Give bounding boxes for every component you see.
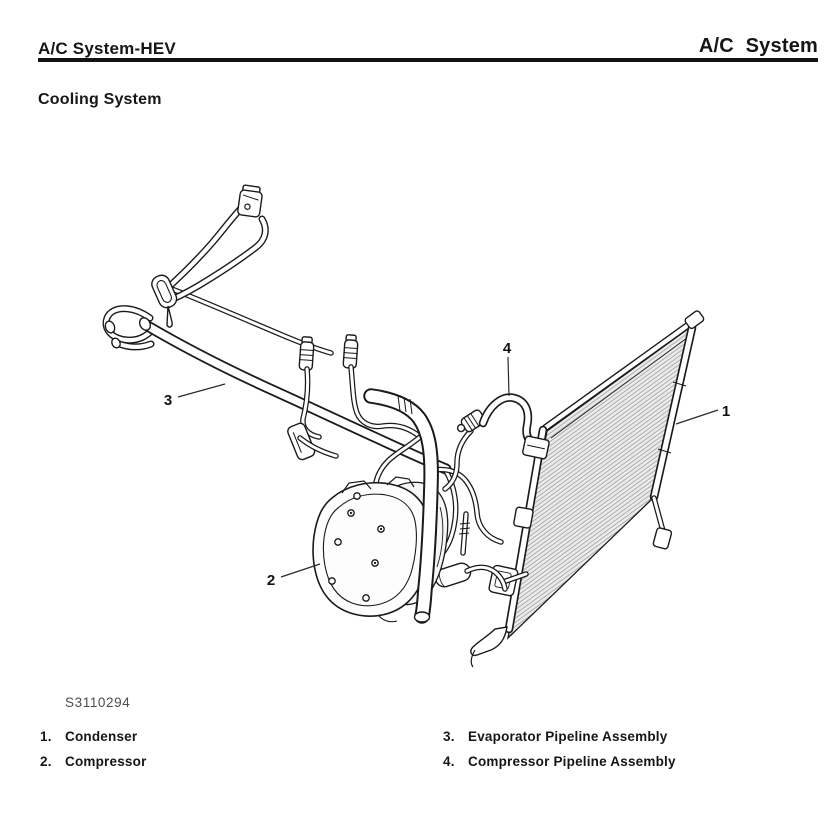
legend-item-label: Compressor Pipeline Assembly	[468, 754, 676, 769]
service-port-1	[299, 337, 314, 371]
legend-item-number: 1.	[40, 729, 52, 744]
legend-item-label: Evaporator Pipeline Assembly	[468, 729, 668, 744]
condenser-foot	[471, 627, 507, 655]
hose-block-fitting	[522, 436, 549, 460]
legend-item-label: Compressor	[65, 754, 147, 769]
header-left-title: A/C System-HEV	[38, 39, 176, 58]
condenser-lower-bracket-right	[653, 527, 672, 549]
condenser-side-bracket	[513, 507, 533, 529]
evaporator-pipeline-illustration	[104, 185, 446, 469]
legend-item-compressor	[40, 754, 147, 769]
condenser-illustration	[471, 310, 705, 667]
hose-end-cap	[415, 612, 430, 622]
legend-item-label: Condenser	[65, 729, 138, 744]
callout-3: 3	[163, 392, 173, 409]
service-port-2	[343, 335, 358, 369]
callout-2: 2	[266, 572, 276, 589]
pipe-end-fitting	[237, 185, 263, 218]
legend-item-condenser	[40, 729, 137, 744]
callout-1-leader	[676, 410, 718, 424]
legend-item-number: 4.	[443, 754, 455, 769]
callout-3-leader	[178, 384, 225, 397]
callout-1: 1	[721, 403, 731, 420]
callout-4-leader	[508, 357, 509, 396]
callout-2-leader	[281, 564, 320, 577]
legend-item-compressor-pipeline	[443, 754, 676, 769]
figure-code: S3110294	[65, 695, 131, 710]
legend-item-evaporator-pipeline	[443, 729, 667, 744]
section-title: Cooling System	[38, 91, 162, 108]
legend-item-number: 3.	[443, 729, 455, 744]
callout-4: 4	[502, 340, 512, 357]
compressor-body	[313, 483, 429, 616]
legend-item-number: 2.	[40, 754, 52, 769]
header-right-title: A/C System	[698, 35, 818, 57]
